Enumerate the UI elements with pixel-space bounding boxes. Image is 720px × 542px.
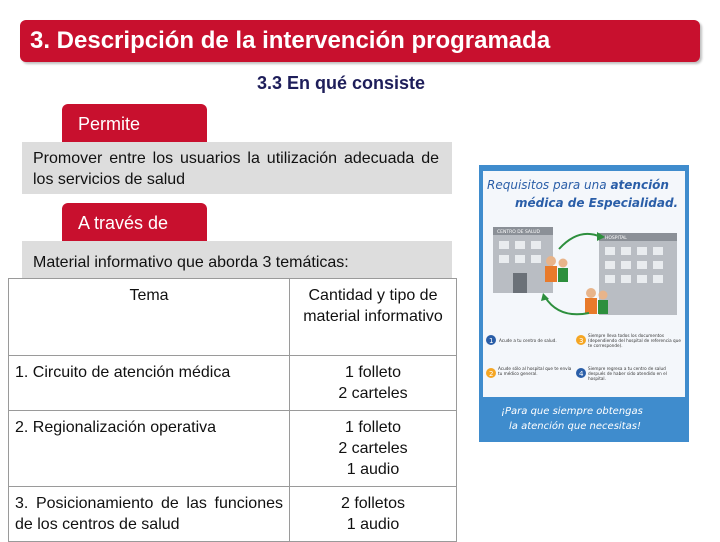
poster-title-line1: Requisitos para una atención (487, 178, 669, 192)
page-title: 3. Descripción de la intervención programada (30, 27, 551, 54)
material-item: 1 folleto (344, 364, 402, 381)
hospital-building (599, 233, 677, 315)
row-tema: 2. Regionalización operativa (9, 411, 290, 487)
row-tema: 3. Posicionamiento de las funciones de los centros de salud (9, 487, 290, 542)
material-item: 1 folleto (344, 419, 402, 436)
row-material (290, 411, 457, 487)
material-item: 2 folletos (340, 495, 406, 512)
table-header-row (9, 279, 457, 356)
slogan-line1: ¡Para que siempre obtengas (501, 406, 643, 417)
step-text: Acude a tu centro de salud. (499, 338, 557, 343)
poster-graphic (479, 165, 689, 442)
table-row (9, 487, 457, 542)
poster-image (479, 165, 689, 442)
a-traves-box (22, 241, 452, 279)
material-item: 1 audio (346, 516, 400, 533)
permite-label: Permite (78, 114, 141, 134)
row-tema: 1. Circuito de atención médica (9, 356, 290, 411)
step-number: 1 (489, 337, 494, 345)
step-number: 4 (579, 370, 584, 378)
title-bar (20, 20, 700, 62)
permite-text: Promover entre los usuarios la utilización adecuada de los servicios de salud (33, 150, 439, 188)
step-text: Siempre regresa a tu centro de salud después de haber sido atendido en el hospital. (588, 366, 667, 381)
row-material (290, 487, 457, 542)
step-number: 3 (579, 337, 584, 345)
header-material: Cantidad y tipo de material informativo (290, 279, 457, 356)
permite-box (22, 142, 452, 194)
building-left-label: CENTRO DE SALUD (497, 230, 540, 235)
step-text: Siempre lleva todos los documentos (dependiendo del hospital de referencia que te corresponde). (588, 333, 681, 348)
table-row (9, 411, 457, 487)
a-traves-text: Material informativo que aborda 3 temáticas: (33, 254, 349, 271)
material-item: 1 audio (346, 461, 400, 478)
health-center-building (493, 227, 553, 293)
step-number: 2 (489, 370, 494, 378)
step-text: Acude sólo al hospital que te envía tu médico general. (498, 366, 572, 376)
permite-tab (62, 104, 207, 142)
section-subtitle: 3.3 En qué consiste (257, 73, 426, 93)
building-right-label: HOSPITAL (605, 236, 627, 241)
slogan-line2: la atención que necesitas! (509, 421, 641, 432)
table-row (9, 356, 457, 411)
row-material (290, 356, 457, 411)
a-traves-tab (62, 203, 207, 241)
material-item: 2 carteles (338, 385, 408, 402)
topics-table (8, 278, 457, 542)
material-item: 2 carteles (338, 440, 408, 457)
a-traves-label: A través de (78, 213, 169, 233)
poster-title-line2: médica de Especialidad. (515, 196, 679, 210)
header-tema: Tema (9, 279, 290, 356)
